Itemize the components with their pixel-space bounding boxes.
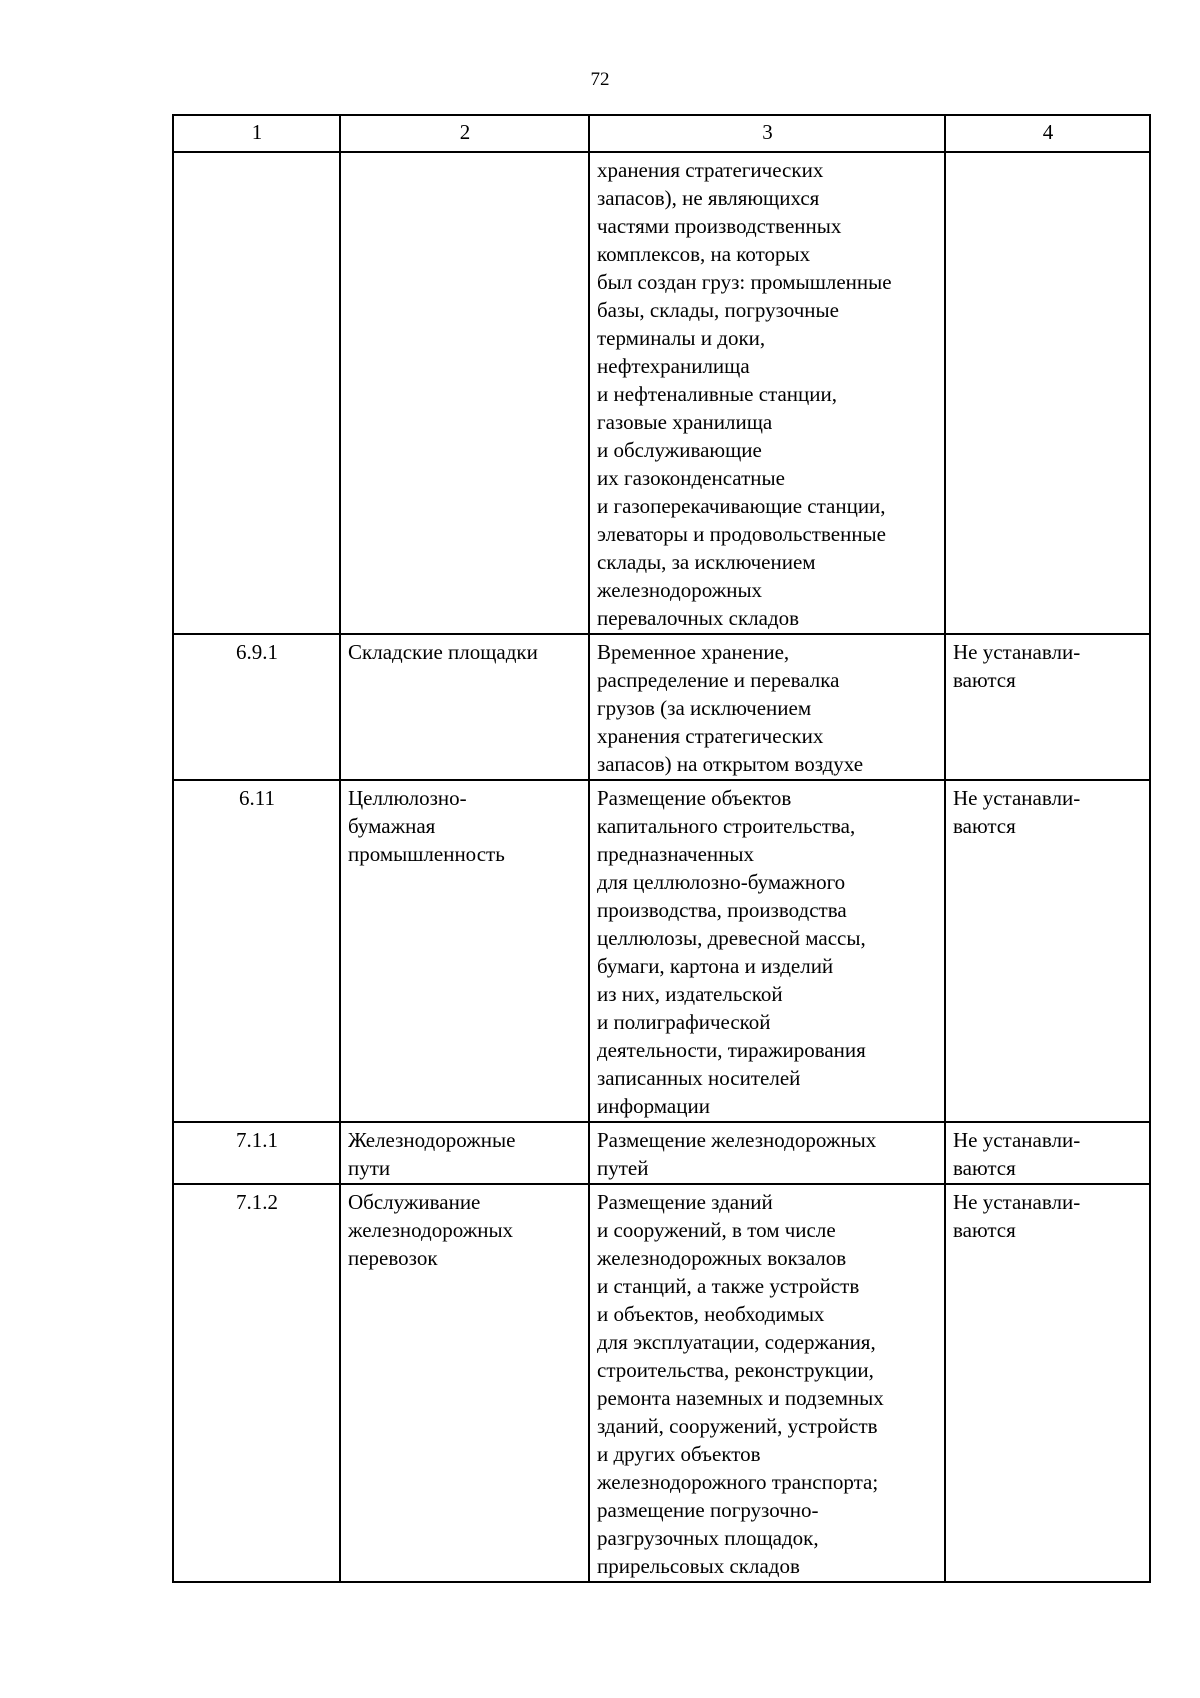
params-cell <box>945 152 1150 634</box>
table-row <box>173 780 1150 1122</box>
description-cell: хранения стратегических запасов), не являющихся частями производственных комплексов, на которых был создан груз: промышленные базы, склады, погрузочные терминалы и доки, нефтехранилища и нефтеналивные станции, газовые хранилища и обслуживающие их газоконденсатные и газоперекачивающие станции, элеваторы и продовольственные склады, за исключением железнодорожных перевалочных складов <box>589 152 945 634</box>
code-cell: 6.11 <box>173 780 340 1122</box>
column-header: 4 <box>945 115 1150 152</box>
column-header: 3 <box>589 115 945 152</box>
description-cell: Временное хранение, распределение и перевалка грузов (за исключением хранения стратегических запасов) на открытом воздухе <box>589 634 945 780</box>
column-header: 1 <box>173 115 340 152</box>
land-use-table <box>172 114 1151 1583</box>
name-cell: Складские площадки <box>340 634 589 780</box>
params-cell: Не устанавли- ваются <box>945 1122 1150 1184</box>
description-cell: Размещение объектов капитального строительства, предназначенных для целлюлозно-бумажного производства, производства целлюлозы, древесной массы, бумаги, картона и изделий из них, издательской и полиграфической деятельности, тиражирования записанных носителей информации <box>589 780 945 1122</box>
params-cell: Не устанавли- ваются <box>945 1184 1150 1582</box>
description-cell: Размещение зданий и сооружений, в том числе железнодорожных вокзалов и станций, а также устройств и объектов, необходимых для эксплуатации, содержания, строительства, реконструкции, ремонта наземных и подземных зданий, сооружений, устройств и других объектов железнодорожного транспорта; размещение погрузочно- разгрузочных площадок, прирельсовых складов <box>589 1184 945 1582</box>
table-row <box>173 634 1150 780</box>
params-cell: Не устанавли- ваются <box>945 780 1150 1122</box>
name-cell: Железнодорожные пути <box>340 1122 589 1184</box>
code-cell: 6.9.1 <box>173 634 340 780</box>
code-cell <box>173 152 340 634</box>
table-row <box>173 1122 1150 1184</box>
page-number: 72 <box>590 69 610 90</box>
table-row <box>173 1184 1150 1582</box>
name-cell: Обслуживание железнодорожных перевозок <box>340 1184 589 1582</box>
code-cell: 7.1.2 <box>173 1184 340 1582</box>
column-header: 2 <box>340 115 589 152</box>
description-cell: Размещение железнодорожных путей <box>589 1122 945 1184</box>
name-cell <box>340 152 589 634</box>
code-cell: 7.1.1 <box>173 1122 340 1184</box>
table-header-row <box>173 115 1150 152</box>
params-cell: Не устанавли- ваются <box>945 634 1150 780</box>
name-cell: Целлюлозно- бумажная промышленность <box>340 780 589 1122</box>
table-row <box>173 152 1150 634</box>
